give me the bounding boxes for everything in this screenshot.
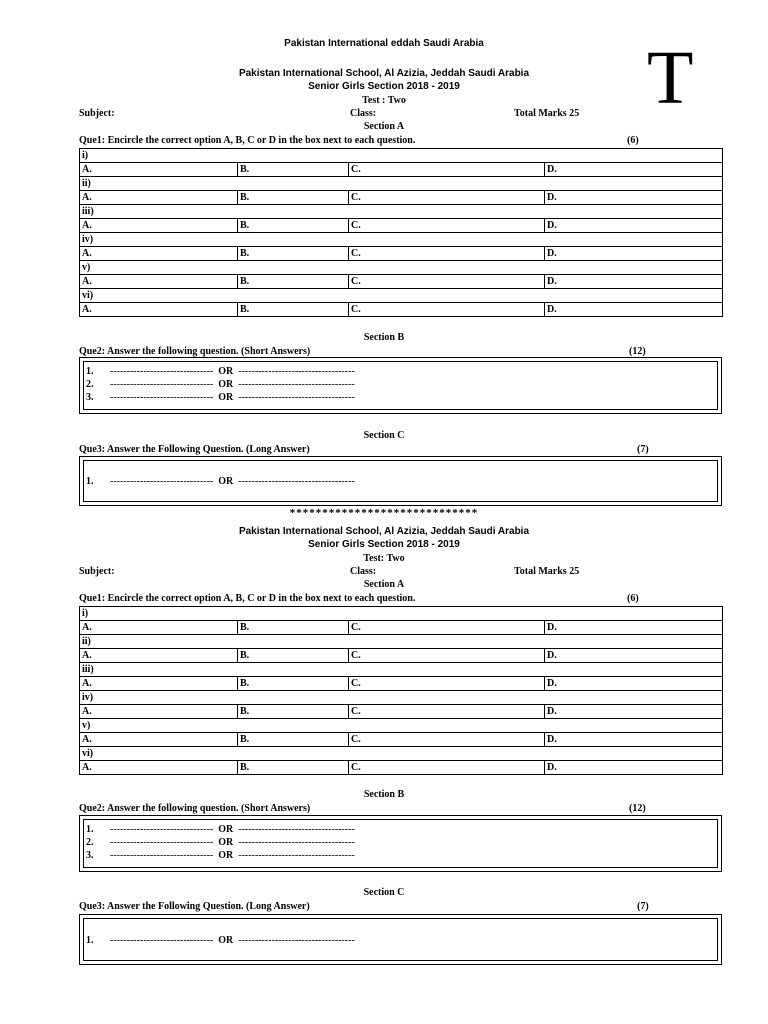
short-answer-line: 2. ------------------------------- OR ----------------------------------- — [86, 837, 355, 848]
option-c: C. — [349, 761, 545, 775]
option-c: C. — [349, 677, 545, 691]
option-a: A. — [80, 621, 238, 635]
question-label: vi) — [80, 747, 723, 761]
option-a: A. — [80, 705, 238, 719]
q1-text: Que1: Encircle the correct option A, B, C or D in the box next to each question. — [79, 593, 416, 604]
mcq-table — [79, 148, 723, 317]
option-a: A. — [80, 733, 238, 747]
total-marks: Total Marks 25 — [514, 566, 580, 577]
q3-text: Que3: Answer the Following Question. (Long Answer) — [79, 444, 310, 455]
subject-label: Subject: — [79, 108, 115, 119]
mcq-question-row — [80, 205, 723, 219]
option-c: C. — [349, 163, 545, 177]
question-label: ii) — [80, 177, 723, 191]
short-answer-box — [79, 815, 722, 872]
option-c: C. — [349, 275, 545, 289]
short-answer-line: 3. ------------------------------- OR ----------------------------------- — [86, 850, 355, 861]
option-d: D. — [545, 733, 723, 747]
mcq-question-row — [80, 747, 723, 761]
short-answer-line: 2. ------------------------------- OR ----------------------------------- — [86, 379, 355, 390]
test-label: Test : Two — [362, 95, 406, 106]
mcq-options-row — [80, 705, 723, 719]
q2-marks: (12) — [629, 803, 646, 814]
option-d: D. — [545, 705, 723, 719]
mcq-options-row — [80, 219, 723, 233]
option-d: D. — [545, 247, 723, 261]
option-b: B. — [238, 705, 349, 719]
question-label: i) — [80, 607, 723, 621]
option-c: C. — [349, 191, 545, 205]
mcq-options-row — [80, 621, 723, 635]
q2-marks: (12) — [629, 346, 646, 357]
separator-stars: ***************************** — [289, 507, 479, 519]
top-title: Pakistan International eddah Saudi Arabia — [284, 38, 484, 49]
class-label: Class: — [350, 566, 377, 577]
section-b-heading: Section B — [363, 332, 405, 343]
question-label: v) — [80, 261, 723, 275]
mcq-options-row — [80, 761, 723, 775]
mcq-options-row — [80, 733, 723, 747]
school-name: Pakistan International School, Al Azizia, Jeddah Saudi Arabia — [238, 68, 530, 79]
question-label: v) — [80, 719, 723, 733]
mcq-question-row — [80, 261, 723, 275]
mcq-question-row — [80, 233, 723, 247]
option-b: B. — [238, 275, 349, 289]
option-c: C. — [349, 247, 545, 261]
q2-text: Que2: Answer the following question. (Short Answers) — [79, 803, 311, 814]
option-b: B. — [238, 649, 349, 663]
option-d: D. — [545, 191, 723, 205]
option-b: B. — [238, 191, 349, 205]
q3-marks: (7) — [637, 901, 649, 912]
option-a: A. — [80, 219, 238, 233]
long-answer-box — [79, 914, 722, 965]
option-b: B. — [238, 677, 349, 691]
option-d: D. — [545, 275, 723, 289]
option-b: B. — [238, 219, 349, 233]
option-a: A. — [80, 649, 238, 663]
option-b: B. — [238, 761, 349, 775]
mcq-options-row — [80, 275, 723, 289]
option-d: D. — [545, 303, 723, 317]
question-label: iii) — [80, 663, 723, 677]
option-a: A. — [80, 275, 238, 289]
question-label: vi) — [80, 289, 723, 303]
option-d: D. — [545, 761, 723, 775]
mcq-question-row — [80, 149, 723, 163]
option-c: C. — [349, 733, 545, 747]
mcq-question-row — [80, 719, 723, 733]
mcq-question-row — [80, 691, 723, 705]
mcq-table — [79, 606, 723, 775]
mcq-options-row — [80, 649, 723, 663]
option-a: A. — [80, 677, 238, 691]
mcq-question-row — [80, 607, 723, 621]
q1-marks: (6) — [627, 593, 639, 604]
option-a: A. — [80, 761, 238, 775]
total-marks: Total Marks 25 — [514, 108, 580, 119]
question-label: iv) — [80, 691, 723, 705]
long-answer-line: 1. ------------------------------- OR ----------------------------------- — [86, 476, 355, 487]
question-label: iii) — [80, 205, 723, 219]
option-a: A. — [80, 247, 238, 261]
option-d: D. — [545, 621, 723, 635]
option-c: C. — [349, 219, 545, 233]
class-label: Class: — [350, 108, 377, 119]
section-a-heading: Section A — [363, 579, 405, 590]
mcq-question-row — [80, 289, 723, 303]
option-d: D. — [545, 649, 723, 663]
option-a: A. — [80, 191, 238, 205]
subject-label: Subject: — [79, 566, 115, 577]
big-letter: T — [647, 36, 694, 120]
section-c-heading: Section C — [363, 430, 405, 441]
option-c: C. — [349, 303, 545, 317]
mcq-options-row — [80, 677, 723, 691]
option-d: D. — [545, 219, 723, 233]
question-label: i) — [80, 149, 723, 163]
section-a-heading: Section A — [363, 121, 405, 132]
option-d: D. — [545, 163, 723, 177]
long-answer-box — [79, 456, 722, 506]
q3-marks: (7) — [637, 444, 649, 455]
q2-text: Que2: Answer the following question. (Short Answers) — [79, 346, 311, 357]
option-c: C. — [349, 621, 545, 635]
short-answer-line: 1. ------------------------------- OR ----------------------------------- — [86, 366, 355, 377]
mcq-options-row — [80, 163, 723, 177]
mcq-options-row — [80, 303, 723, 317]
short-answer-box — [79, 357, 722, 414]
question-label: iv) — [80, 233, 723, 247]
option-b: B. — [238, 733, 349, 747]
q1-text: Que1: Encircle the correct option A, B, C or D in the box next to each question. — [79, 135, 416, 146]
option-c: C. — [349, 649, 545, 663]
long-answer-line: 1. ------------------------------- OR ----------------------------------- — [86, 935, 355, 946]
section-c-heading: Section C — [363, 887, 405, 898]
mcq-question-row — [80, 635, 723, 649]
option-a: A. — [80, 303, 238, 317]
option-b: B. — [238, 303, 349, 317]
option-c: C. — [349, 705, 545, 719]
option-b: B. — [238, 621, 349, 635]
option-d: D. — [545, 677, 723, 691]
short-answer-line: 1. ------------------------------- OR ----------------------------------- — [86, 824, 355, 835]
short-answer-line: 3. ------------------------------- OR ----------------------------------- — [86, 392, 355, 403]
section-b-heading: Section B — [363, 789, 405, 800]
option-b: B. — [238, 163, 349, 177]
q1-marks: (6) — [627, 135, 639, 146]
section-name: Senior Girls Section 2018 - 2019 — [308, 81, 460, 92]
mcq-options-row — [80, 191, 723, 205]
q3-text: Que3: Answer the Following Question. (Long Answer) — [79, 901, 310, 912]
test-label: Test: Two — [363, 553, 405, 564]
section-name: Senior Girls Section 2018 - 2019 — [308, 539, 460, 550]
option-a: A. — [80, 163, 238, 177]
question-label: ii) — [80, 635, 723, 649]
option-b: B. — [238, 247, 349, 261]
mcq-options-row — [80, 247, 723, 261]
mcq-question-row — [80, 663, 723, 677]
school-name: Pakistan International School, Al Azizia, Jeddah Saudi Arabia — [238, 526, 530, 537]
mcq-question-row — [80, 177, 723, 191]
